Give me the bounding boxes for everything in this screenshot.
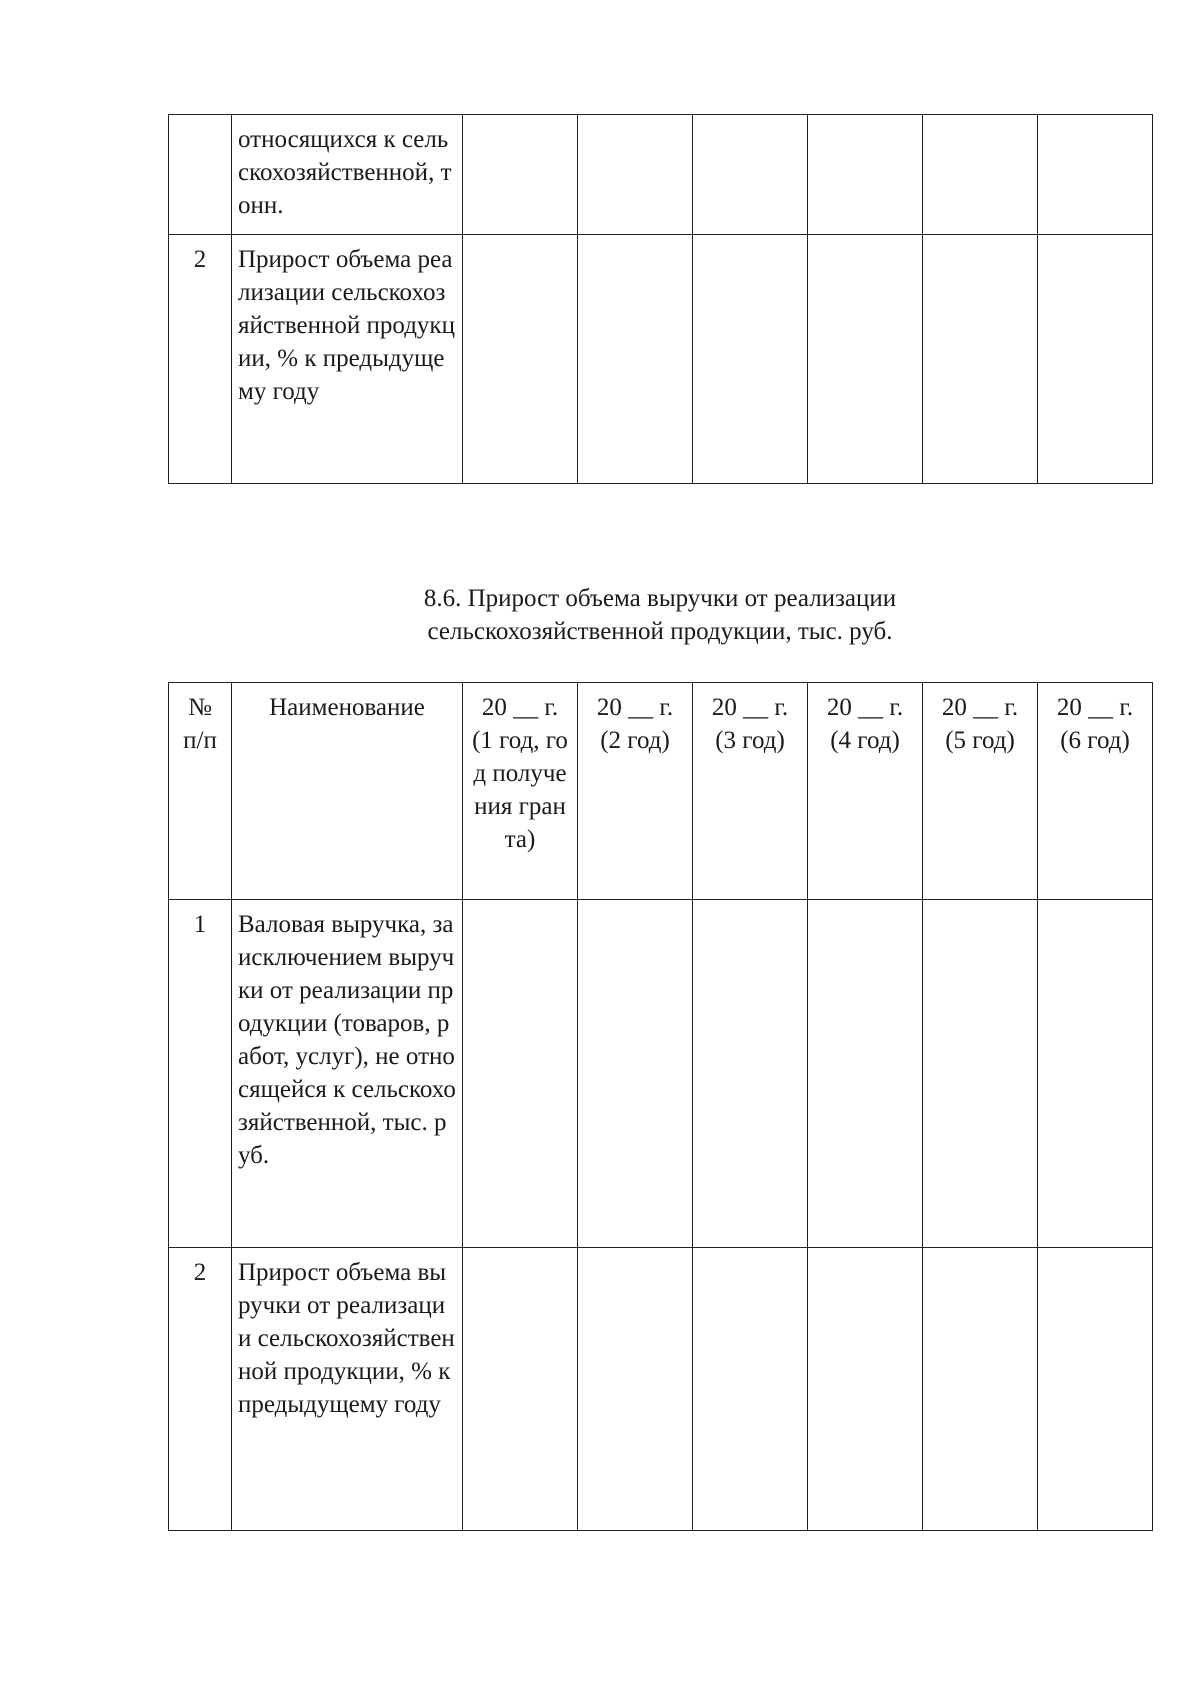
row-number: [169, 115, 232, 235]
header-name: Наименование: [232, 683, 463, 900]
value-cell-year-1[interactable]: [463, 1248, 578, 1531]
value-cell-year-6[interactable]: [1038, 235, 1153, 484]
value-cell-year-4[interactable]: [808, 900, 923, 1248]
value-cell-year-3[interactable]: [693, 900, 808, 1248]
value-cell-year-4[interactable]: [808, 1248, 923, 1531]
value-cell-year-1[interactable]: [463, 235, 578, 484]
top-table: [168, 114, 1153, 484]
row-name: относящихся к сельскохозяйственной, тонн.: [232, 115, 463, 235]
header-year-2: 20 __ г. (2 год): [578, 683, 693, 900]
row-name: Прирост объема реализации сельскохозяйственной продукции, % к предыдущему году: [232, 235, 463, 484]
value-cell-year-5[interactable]: [923, 1248, 1038, 1531]
value-cell-year-2[interactable]: [578, 235, 693, 484]
value-cell-year-1[interactable]: [463, 115, 578, 235]
header-year-5: 20 __ г. (5 год): [923, 683, 1038, 900]
header-number: № п/п: [169, 683, 232, 900]
section-title-line-2: сельскохозяйственной продукции, тыс. руб.: [427, 618, 893, 645]
revenue-table: [168, 682, 1153, 1531]
value-cell-year-3[interactable]: [693, 1248, 808, 1531]
row-name: Прирост объема выручки от реализации сельскохозяйственной продукции, % к предыдущему году: [232, 1248, 463, 1531]
value-cell-year-6[interactable]: [1038, 900, 1153, 1248]
value-cell-year-4[interactable]: [808, 235, 923, 484]
value-cell-year-1[interactable]: [463, 900, 578, 1248]
row-number: 2: [169, 1248, 232, 1531]
header-year-4: 20 __ г. (4 год): [808, 683, 923, 900]
row-number: 1: [169, 900, 232, 1248]
section-title-line-1: 8.6. Прирост объема выручки от реализации: [423, 585, 897, 612]
value-cell-year-6[interactable]: [1038, 1248, 1153, 1531]
value-cell-year-5[interactable]: [923, 235, 1038, 484]
value-cell-year-6[interactable]: [1038, 115, 1153, 235]
value-cell-year-2[interactable]: [578, 115, 693, 235]
section-title: [168, 582, 1152, 648]
value-cell-year-5[interactable]: [923, 900, 1038, 1248]
value-cell-year-3[interactable]: [693, 115, 808, 235]
table-row: [169, 115, 1153, 235]
table-row: [169, 900, 1153, 1248]
table-row: [169, 235, 1153, 484]
value-cell-year-2[interactable]: [578, 1248, 693, 1531]
value-cell-year-2[interactable]: [578, 900, 693, 1248]
value-cell-year-5[interactable]: [923, 115, 1038, 235]
value-cell-year-4[interactable]: [808, 115, 923, 235]
table-row: [169, 1248, 1153, 1531]
header-row: [169, 683, 1153, 900]
row-number: 2: [169, 235, 232, 484]
value-cell-year-3[interactable]: [693, 235, 808, 484]
header-year-1: 20 __ г. (1 год, год получения гранта): [463, 683, 578, 900]
header-year-3: 20 __ г. (3 год): [693, 683, 808, 900]
row-name: Валовая выручка, за исключением выручки от реализации продукции (товаров, работ, услуг), не относящейся к сельскохозяйственной, тыс. руб.: [232, 900, 463, 1248]
header-year-6: 20 __ г. (6 год): [1038, 683, 1153, 900]
